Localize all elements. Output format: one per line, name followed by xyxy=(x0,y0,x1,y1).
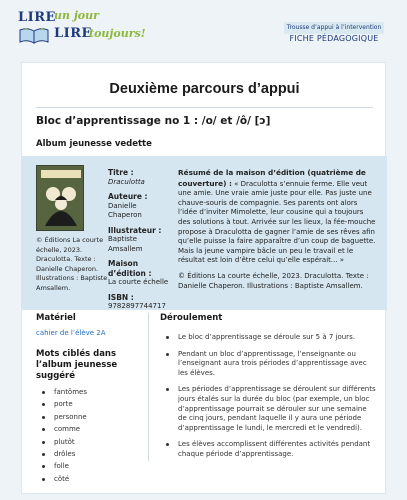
page-header xyxy=(0,0,407,52)
list-item: porte xyxy=(36,398,148,410)
book-details xyxy=(108,168,170,317)
summary-label: Résumé de la maison d’édition (quatrième de couverture) : xyxy=(178,168,366,188)
list-item: fantômes xyxy=(36,386,148,398)
list-item: Les périodes d’apprentissage se déroulent sur différents jours étalés sur la durée du bloc (par exemple, un bloc d’apprentissage pourrait se dérouler sur une semaine de cinq jours, pendant laquelle il y aura une période d’apprentissage le lundi, le mercredi et le vendredi). xyxy=(160,385,376,433)
publisher-summary xyxy=(178,168,376,291)
block-title: Bloc d’apprentissage no 1 : /o/ et /ô/ [ɔ] xyxy=(36,115,271,127)
lire-un-jour-logo xyxy=(18,9,146,46)
sheet-type-label: FICHE PÉDAGOGIQUE xyxy=(289,34,379,43)
materials-heading: Matériel xyxy=(36,313,76,323)
title-divider xyxy=(36,107,373,108)
book-publisher: La courte échelle xyxy=(108,278,169,286)
album-heading: Album jeunesse vedette xyxy=(36,139,152,149)
list-item: folle xyxy=(36,460,148,472)
list-item: Pendant un bloc d’apprentissage, l’enseignante ou l’enseignant aura trois périodes d’apprentissage avec les élèves. xyxy=(160,350,376,379)
toolkit-tag: Trousse d’appui à l’intervention xyxy=(284,22,384,34)
target-words-list xyxy=(36,386,148,485)
list-item: Les élèves accomplissent différentes activités pendant chaque période d’apprentissage. xyxy=(160,440,376,459)
logo-word-lire-1: LIRE xyxy=(18,10,56,25)
summary-credit: © Éditions La courte échelle, 2023. Draculotta. Texte : Danielle Chaperon. Illustrations : Baptiste Amsallem. xyxy=(178,271,369,290)
book-author: Danielle Chaperon xyxy=(108,201,142,219)
isbn-label: ISBN : xyxy=(108,292,134,302)
procedure-list xyxy=(160,333,376,460)
album-panel xyxy=(22,156,387,310)
list-item: comme xyxy=(36,423,148,435)
book-cover-art xyxy=(37,166,84,231)
content-card xyxy=(21,62,386,494)
book-illustrator: Baptiste Amsallem xyxy=(108,235,143,253)
logo-word-toujours: toujours! xyxy=(89,27,146,40)
illustrator-label: Illustrateur : xyxy=(108,225,162,235)
publisher-label: Maison d’édition : xyxy=(108,259,152,278)
target-words-heading: Mots ciblés dans l’album jeunesse suggéré xyxy=(36,349,118,381)
materials-column xyxy=(36,313,148,485)
student-notebook-link[interactable]: cahier de l’élève 2A xyxy=(36,329,106,337)
logo-word-lire-2: LIRE xyxy=(54,26,92,41)
column-divider xyxy=(148,313,149,461)
list-item: drôles xyxy=(36,448,148,460)
list-item: plutôt xyxy=(36,436,148,448)
list-item: personne xyxy=(36,411,148,423)
page-title: Deuxième parcours d’appui xyxy=(109,81,300,97)
procedure-heading: Déroulement xyxy=(160,313,223,323)
logo-word-un-jour: un jour xyxy=(54,9,99,22)
list-item: Le bloc d’apprentissage se déroule sur 5 à 7 jours. xyxy=(160,333,376,343)
list-item: côté xyxy=(36,473,148,485)
procedure-column xyxy=(160,313,376,467)
open-book-icon xyxy=(18,26,50,44)
summary-text: « Draculotta s’ennuie ferme. Elle veut une amie. Une vraie amie juste pour elle. Pas juste une chauve-souris de compagnie. Ses parents ont alors l’idée d’inviter Mimolette, leur cousine qui a toujours des solutions à tout. Arrivée sur les lieux, la fée-mouche propose à Draculotta de gagner l’amie de ses rêves afin qu’elle puisse la faire apparaître d’un coup de baguette. Mais la jeune vampire bâcle un peu le travail et le résultat est loin d’être celui qu’elle espérait... » xyxy=(178,179,376,265)
book-cover-image xyxy=(36,165,84,231)
author-label: Auteure : xyxy=(108,192,148,201)
book-isbn: 9782897744717 xyxy=(108,302,166,310)
cover-caption: © Éditions La courte échelle, 2023. Draculotta. Texte : Danielle Chaperon. Illustrations : Baptiste Amsallem. xyxy=(36,236,108,292)
book-title: Draculotta xyxy=(108,177,145,186)
title-label: Titre : xyxy=(108,168,134,177)
